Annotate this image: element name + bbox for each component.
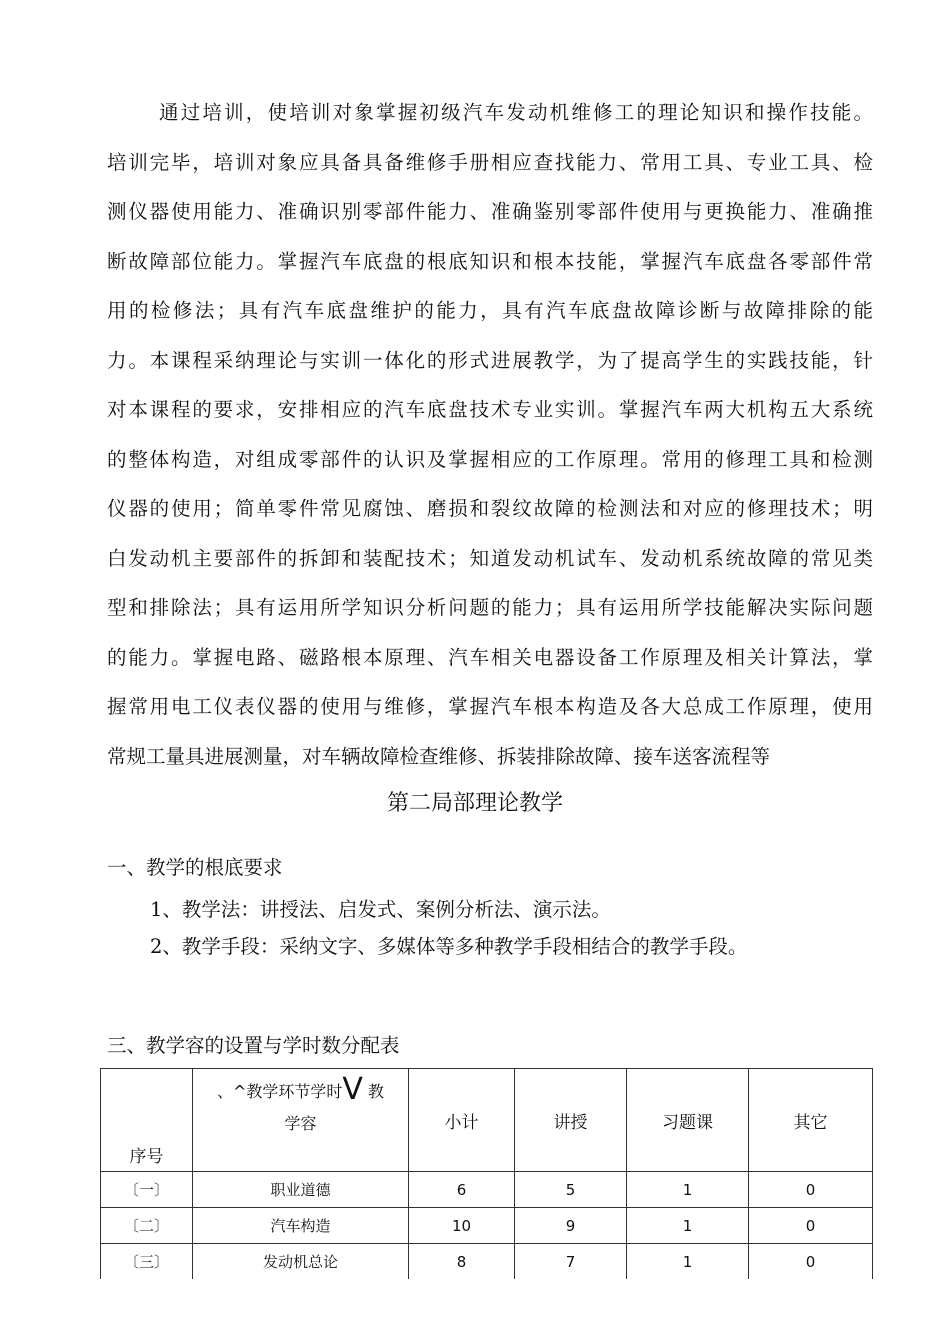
header-exercise: 习题课 (627, 1069, 749, 1172)
header-other: 其它 (749, 1069, 873, 1172)
cell-exercise: 1 (627, 1208, 749, 1244)
header-lecture: 讲授 (515, 1069, 627, 1172)
section-title: 第二局部理论教学 (386, 791, 563, 816)
header-content-mark: V (342, 1072, 363, 1107)
cell-exercise: 1 (627, 1244, 749, 1280)
cell-subtotal: 6 (409, 1172, 515, 1208)
header-content-top (193, 1072, 408, 1107)
table-row (101, 1172, 873, 1208)
cell-other: 0 (749, 1208, 873, 1244)
header-seq: 序号 (101, 1069, 193, 1172)
paragraph-line: 力。本课程采纳理论与实训一体化的形式进展教学，为了提高学生的实践技能，针 (107, 348, 873, 372)
cell-content: 汽车构造 (193, 1208, 409, 1244)
cell-lecture: 7 (515, 1244, 627, 1280)
requirement-item: 1、教学法：讲授法、启发式、案例分析法、演示法。 (150, 898, 611, 921)
paragraph-line: 测仪器使用能力、准确识别零部件能力、准确鉴别零部件使用与更换能力、准确推 (107, 200, 873, 223)
table-row (101, 1244, 873, 1280)
cell-subtotal: 10 (409, 1208, 515, 1244)
intro-paragraph (107, 88, 873, 781)
header-content-prefix: 、^教学环节学时 (216, 1082, 343, 1101)
table-heading: 三、教学容的设置与学时数分配表 (107, 1034, 400, 1057)
requirement-item: 2、教学手段：采纳文字、多媒体等多种教学手段相结合的教学手段。 (150, 935, 748, 958)
paragraph-line: 通过培训，使培训对象掌握初级汽车发动机维修工的理论知识和操作技能。 (159, 101, 873, 124)
cell-lecture: 9 (515, 1208, 627, 1244)
paragraph-line: 型和排除法；具有运用所学知识分析问题的能力；具有运用所学技能解决实际问题 (107, 596, 873, 619)
header-subtotal: 小计 (409, 1069, 515, 1172)
paragraph-line: 常规工量具进展测量，对车辆故障检查维修、拆装排除故障、接车送客流程等 (107, 744, 771, 768)
table-header-row (101, 1069, 873, 1172)
cell-other: 0 (749, 1172, 873, 1208)
table-row (101, 1208, 873, 1244)
header-content (193, 1069, 409, 1172)
paragraph-line: 仪器的使用；简单零件常见腐蚀、磨损和裂纹故障的检测法和对应的修理技术；明 (107, 497, 873, 520)
paragraph-line: 培训完毕，培训对象应具备具备维修手册相应查找能力、常用工具、专业工具、检 (107, 150, 873, 174)
header-content-suffix: 教 (368, 1082, 385, 1101)
paragraph-line: 的能力。掌握电路、磁路根本原理、汽车相关电器设备工作原理及相关计算法，掌 (107, 645, 873, 669)
header-content-bottom: 学容 (284, 1114, 317, 1133)
cell-seq: 〔三〕 (101, 1244, 193, 1280)
paragraph-line: 断故障部位能力。掌握汽车底盘的根底知识和根本技能，掌握汽车底盘各零部件常 (107, 249, 873, 273)
cell-content: 发动机总论 (193, 1244, 409, 1280)
cell-exercise: 1 (627, 1172, 749, 1208)
cell-subtotal: 8 (409, 1244, 515, 1280)
paragraph-line: 的整体构造，对组成零部件的认识及掌握相应的工作原理。常用的修理工具和检测 (107, 447, 873, 471)
cell-seq: 〔一〕 (101, 1172, 193, 1208)
cell-content: 职业道德 (193, 1172, 409, 1208)
paragraph-line: 用的检修法；具有汽车底盘维护的能力，具有汽车底盘故障诊断与故障排除的能 (107, 299, 873, 322)
hours-allocation-table (100, 1068, 873, 1279)
cell-seq: 〔二〕 (101, 1208, 193, 1244)
requirements-heading: 一、教学的根底要求 (107, 856, 283, 879)
cell-other: 0 (749, 1244, 873, 1280)
paragraph-line: 握常用电工仪表仪器的使用与维修，掌握汽车根本构造及各大总成工作原理，使用 (107, 695, 873, 718)
paragraph-line: 白发动机主要部件的拆卸和装配技术；知道发动机试车、发动机系统故障的常见类 (107, 546, 873, 570)
cell-lecture: 5 (515, 1172, 627, 1208)
paragraph-line: 对本课程的要求，安排相应的汽车底盘技术专业实训。掌握汽车两大机构五大系统 (107, 398, 873, 421)
